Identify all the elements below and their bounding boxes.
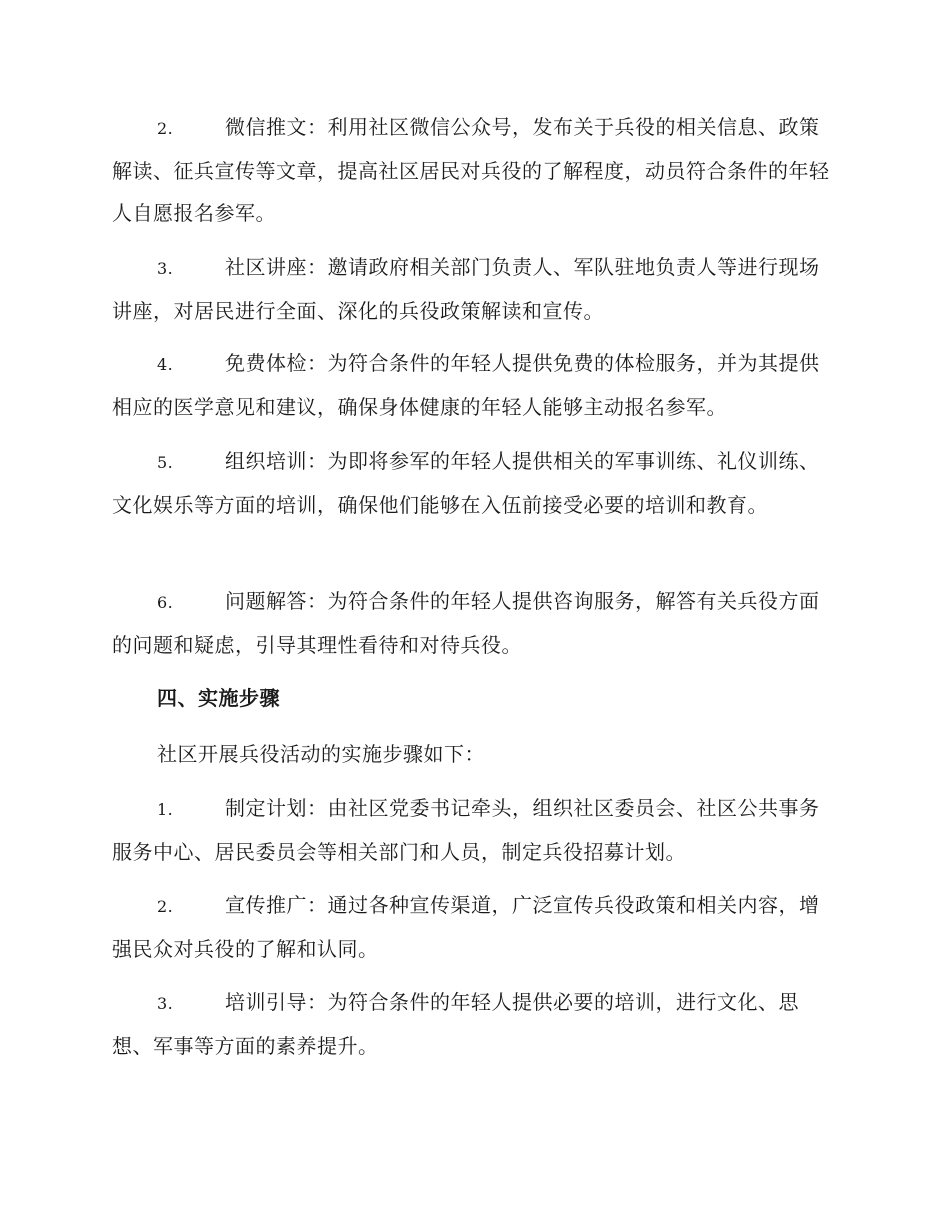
list-item [112,246,838,332]
item-text: 组织培训：为即将参军的年轻人提供相关的军事训练、礼仪训练、文化娱乐等方面的培训，确保他们能够在入伍前接受必要的培训和教育。 [112,449,820,517]
item-text: 培训引导：为符合条件的年轻人提供必要的培训，进行文化、思想、军事等方面的素养提升。 [112,990,799,1058]
item-number: 2. [157,119,174,138]
item-number: 5. [157,453,174,472]
item-number: 6. [157,593,174,612]
list-item [112,884,838,970]
item-number: 3. [157,994,174,1013]
list-item [112,981,838,1067]
item-text: 免费体检：为符合条件的年轻人提供免费的体检服务，并为其提供相应的医学意见和建议，确保身体健康的年轻人能够主动报名参军。 [112,351,820,419]
item-number: 3. [157,259,174,278]
section-heading: 四、实施步骤 [157,686,280,710]
item-text: 宣传推广：通过各种宣传渠道，广泛宣传兵役政策和相关内容，增强民众对兵役的了解和认同。 [112,893,820,961]
list-item [112,440,838,526]
section-intro: 社区开展兵役活动的实施步骤如下： [157,742,485,766]
item-text: 微信推文：利用社区微信公众号，发布关于兵役的相关信息、政策解读、征兵宣传等文章，提高社区居民对兵役的了解程度，动员符合条件的年轻人自愿报名参军。 [112,115,830,225]
list-item [112,342,838,428]
item-number: 4. [157,355,174,374]
item-text: 制定计划：由社区党委书记牵头，组织社区委员会、社区公共事务服务中心、居民委员会等相关部门和人员，制定兵役招募计划。 [112,796,820,864]
item-text: 问题解答：为符合条件的年轻人提供咨询服务，解答有关兵役方面的问题和疑虑，引导其理性看待和对待兵役。 [112,589,820,657]
item-text: 社区讲座：邀请政府相关部门负责人、军队驻地负责人等进行现场讲座，对居民进行全面、深化的兵役政策解读和宣传。 [112,255,820,323]
list-item [112,580,838,666]
list-item [112,106,838,234]
list-item [112,787,838,873]
item-number: 1. [157,800,174,819]
item-number: 2. [157,897,174,916]
